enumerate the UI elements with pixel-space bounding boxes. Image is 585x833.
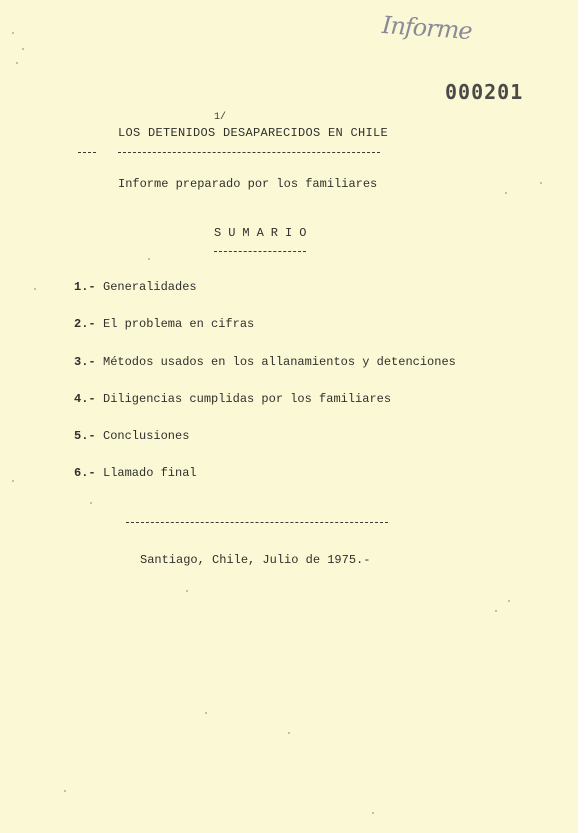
toc-item xyxy=(74,280,456,317)
paper-speck xyxy=(508,600,510,602)
title-underline xyxy=(118,152,380,153)
toc-item-number: 3.- xyxy=(74,354,96,369)
summary-heading: SUMARIO xyxy=(214,226,314,240)
paper-speck xyxy=(505,192,507,194)
paper-speck xyxy=(34,288,36,290)
paper-speck xyxy=(64,790,66,792)
paper-speck xyxy=(90,502,92,504)
toc-item-label: Llamado final xyxy=(103,466,197,481)
paper-speck xyxy=(12,32,14,34)
paper-speck xyxy=(540,182,542,184)
title-footnote-mark: 1/ xyxy=(214,112,227,123)
document-title: LOS DETENIDOS DESAPARECIDOS EN CHILE xyxy=(118,126,389,140)
toc-item xyxy=(74,466,456,503)
toc-item-label: Generalidades xyxy=(103,280,197,294)
toc-item xyxy=(74,392,456,429)
paper-speck xyxy=(16,62,18,64)
summary-underline xyxy=(214,251,306,252)
toc-item-number: 2.- xyxy=(74,317,96,332)
closing-divider xyxy=(126,522,388,523)
toc-item-label: Métodos usados en los allanamientos y detenciones xyxy=(103,354,456,369)
handwritten-annotation: Informe xyxy=(381,10,473,46)
paper-speck xyxy=(495,610,497,612)
toc-item-label: Diligencias cumplidas por los familiares xyxy=(103,391,392,406)
paper-speck xyxy=(22,48,24,50)
place-and-date: Santiago, Chile, Julio de 1975.- xyxy=(140,553,371,567)
toc-item-label: Conclusiones xyxy=(103,429,190,444)
toc-item xyxy=(74,429,456,466)
toc-item-number: 6.- xyxy=(74,466,96,481)
paper-speck xyxy=(205,712,207,714)
document-number: 000201 xyxy=(445,80,524,104)
table-of-contents xyxy=(74,280,456,504)
toc-item-label: El problema en cifras xyxy=(103,317,255,332)
paper-speck xyxy=(372,812,374,814)
toc-item xyxy=(74,317,456,354)
toc-item-number: 5.- xyxy=(74,429,96,444)
paper-speck xyxy=(148,258,150,260)
toc-item-number: 1.- xyxy=(74,280,96,294)
toc-item xyxy=(74,355,456,392)
document-subtitle: Informe preparado por los familiares xyxy=(118,177,378,191)
left-margin-mark xyxy=(78,152,96,153)
paper-speck xyxy=(12,480,14,482)
toc-item-number: 4.- xyxy=(74,391,96,406)
paper-speck xyxy=(186,590,188,592)
paper-speck xyxy=(288,732,290,734)
